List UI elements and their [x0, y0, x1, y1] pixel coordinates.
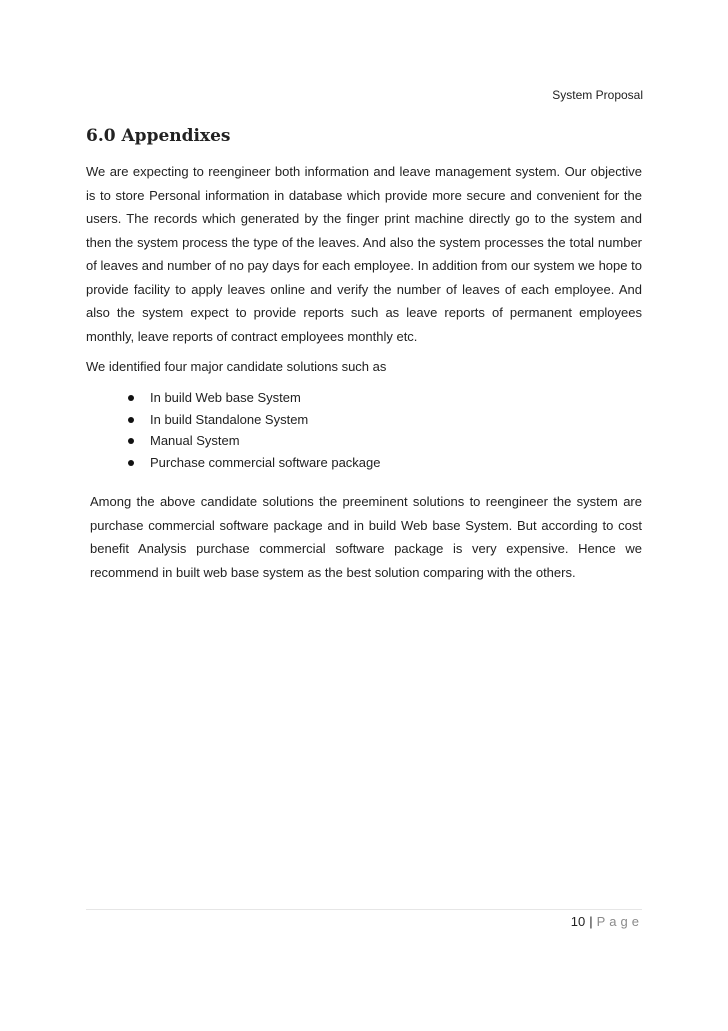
bullet-icon	[128, 438, 134, 444]
footer-separator: |	[589, 914, 593, 929]
candidates-intro: We identified four major candidate solutions such as	[86, 359, 387, 374]
section-heading: 6.0 Appendixes	[86, 126, 231, 146]
intro-paragraph: We are expecting to reengineer both information and leave management system. Our objective is to store Personal information in database which provide more secure and convenient for the users. The records which generated by the finger print machine directly go to the system and then the system process the type of the leaves. And also the system processes the total number of leaves and number of no pay days for each employee. In addition from our system we hope to provide facility to apply leaves online and verify the number of leaves of each employee. And also the system expect to provide reports such as leave reports of permanent employees monthly, leave reports of contract employees monthly etc.	[86, 164, 642, 344]
bullet-icon	[128, 460, 134, 466]
list-item	[120, 409, 381, 431]
conclusion-paragraph: Among the above candidate solutions the preeminent solutions to reengineer the system are purchase commercial software package and in build Web base System. But according to cost benefit Analysis purchase commercial software package is very expensive. Hence we recommend in built web base system as the best solution comparing with the others.	[90, 494, 642, 580]
page-number: 10	[570, 914, 586, 929]
bullet-icon	[128, 395, 134, 401]
list-item	[120, 430, 381, 452]
bullet-icon	[128, 417, 134, 423]
list-item-text: Purchase commercial software package	[150, 454, 381, 470]
list-item-text: In build Web base System	[150, 390, 301, 405]
list-item	[120, 452, 381, 474]
page-footer	[571, 914, 643, 929]
footer-divider	[86, 909, 642, 910]
list-item-text: Manual System	[150, 433, 240, 448]
candidate-list	[120, 387, 381, 473]
page-label: Page	[596, 914, 643, 929]
running-header: System Proposal	[552, 88, 643, 102]
list-item-text: In build Standalone System	[150, 411, 309, 427]
list-item	[120, 387, 381, 409]
